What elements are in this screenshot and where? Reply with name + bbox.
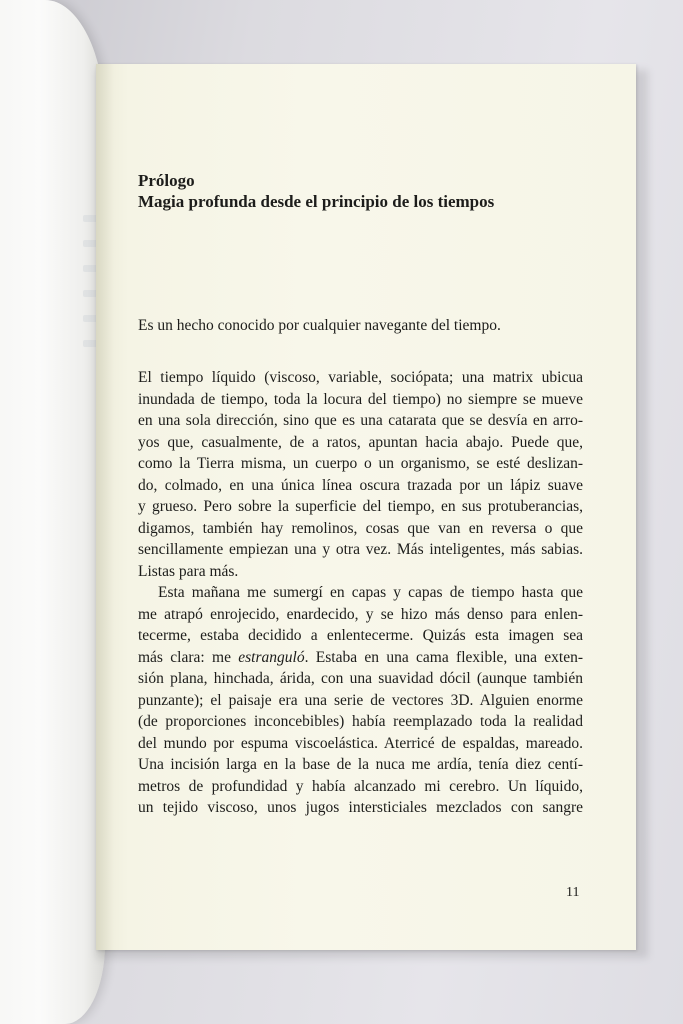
paragraph-2	[138, 582, 583, 819]
page-number: 11	[566, 885, 580, 900]
chapter-title: Magia profunda desde el principio de los tiempos	[138, 192, 495, 211]
text-line: punzante); el paisaje era una serie de vectores 3D. Alguien enorme	[138, 691, 583, 709]
text-line: El tiempo líquido (viscoso, variable, sociópata; una matrix ubicua	[138, 369, 583, 386]
text-line: Una incisión larga en la base de la nuca me ardía, tenía diez centí-	[138, 756, 583, 773]
text-segment: . Estaba en una cama flexible, una exten-	[304, 648, 583, 666]
chapter-heading	[138, 170, 583, 212]
text-line: como la Tierra misma, un cuerpo o un organismo, se esté deslizan-	[138, 455, 583, 472]
text-line	[138, 647, 583, 669]
text-line: inundada de tiempo, toda la locura del tiempo) no siempre se mueve	[138, 390, 583, 408]
text-line: yos que, casualmente, de a ratos, apuntan hacia abajo. Puede que,	[138, 433, 583, 451]
page-content	[138, 170, 583, 819]
page-gutter	[96, 64, 114, 950]
text-line: sión plana, hinchada, árida, con una suavidad dócil (aunque también	[138, 670, 583, 687]
paragraph-1	[138, 367, 583, 582]
text-line: do, colmado, en una única línea oscura trazada por un lápiz suave	[138, 476, 583, 494]
text-line: metros de profundidad y había alcanzado mi cerebro. Un líquido,	[138, 777, 583, 795]
intro-sentence: Es un hecho conocido por cualquier navegante del tiempo.	[138, 317, 501, 334]
chapter-label: Prólogo	[138, 171, 195, 190]
text-line: Listas para más.	[138, 562, 239, 580]
text-line: y grueso. Pero sobre la superficie del tiempo, en sus protuberancias,	[138, 498, 583, 515]
text-line: (de proporciones inconcebibles) había reemplazado toda la realidad	[138, 713, 583, 730]
text-line: me atrapó enrojecido, enardecido, y se hizo más denso para enlen-	[138, 605, 583, 623]
text-line: del mundo por espuma viscoelástica. Aterricé de espaldas, mareado.	[138, 734, 583, 752]
text-segment: más clara: me	[138, 648, 239, 666]
text-line: en una sola dirección, sino que es una catarata que se desvía en arro-	[138, 412, 583, 429]
italic-word: estranguló	[238, 648, 305, 666]
text-line: digamos, también hay remolinos, cosas que van en reversa o que	[138, 519, 583, 537]
text-line: sencillamente empiezan una y otra vez. Más inteligentes, más sabias.	[138, 541, 583, 558]
text-line: tecerme, estaba decidido a enlentecerme. Quizás esta imagen sea	[138, 627, 583, 644]
text-line: Esta mañana me sumergí en capas y capas de tiempo hasta que	[158, 584, 583, 601]
left-page	[0, 0, 105, 1024]
text-line: un tejido viscoso, unos jugos intersticiales mezclados con sangre	[138, 799, 583, 816]
